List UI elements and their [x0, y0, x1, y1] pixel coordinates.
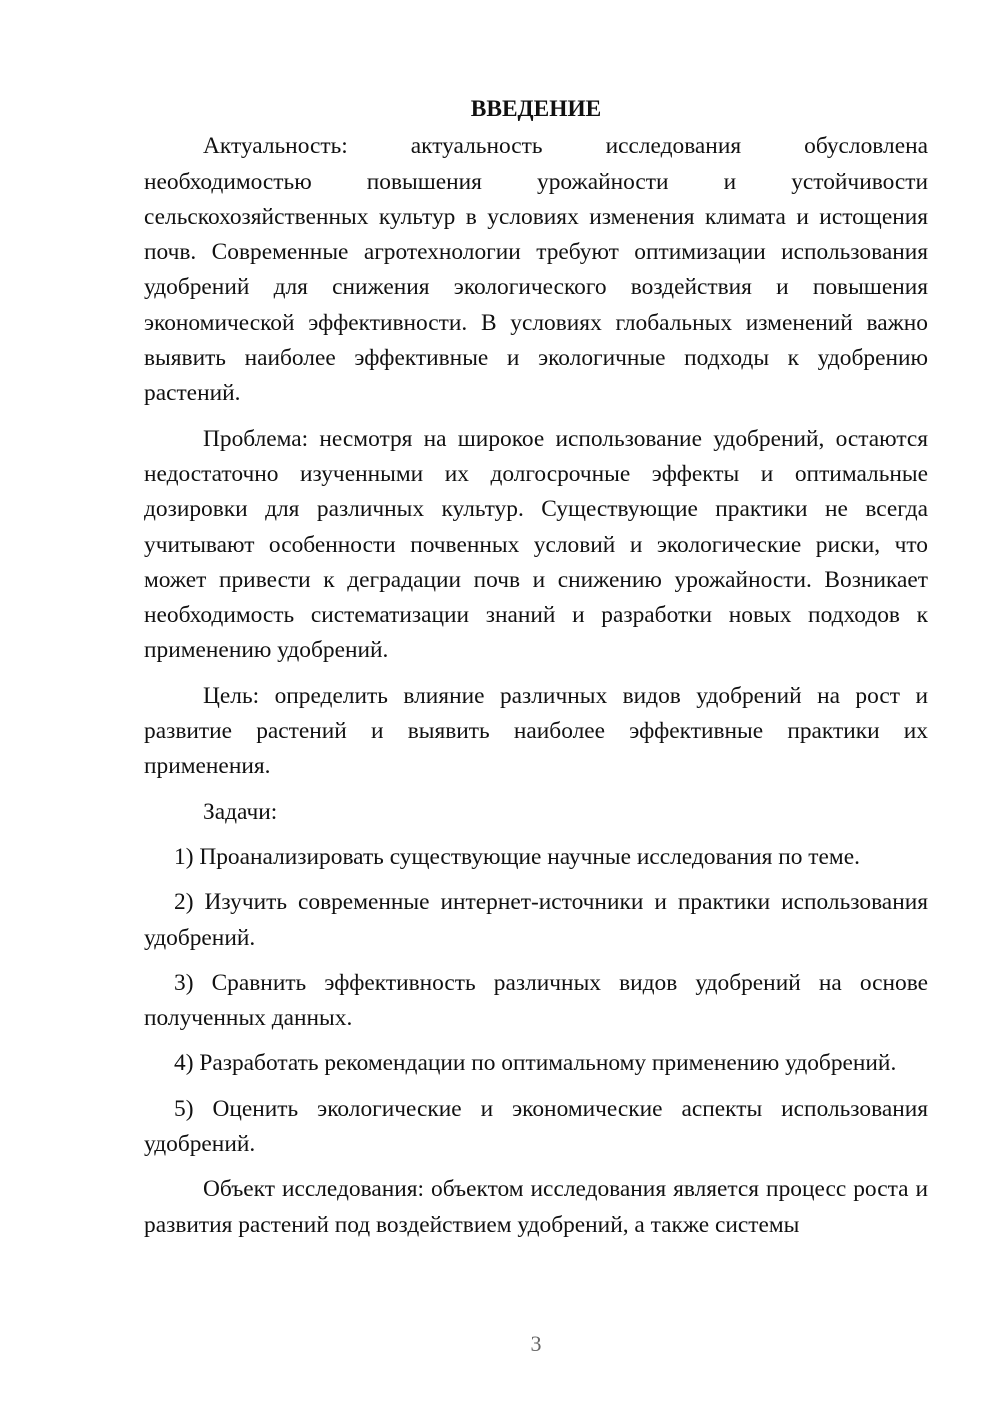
- task-item-3: 3) Сравнить эффективность различных видов удобрений на основе полученных данных.: [144, 969, 928, 1032]
- goal-paragraph: Цель: определить влияние различных видов удобрений на рост и развитие растений и выявить наиболее эффективные практики их применения.: [144, 682, 928, 780]
- relevance-paragraph: Актуальность: актуальность исследования обусловлена необходимостью повышения урожайности и устойчивости сельскохозяйственных культур в условиях изменения климата и истощения почв. Современные агротехнологии требуют оптимизации использования удобрений для снижения экологического воздействия и повышения экономической эффективности. В условиях глобальных изменений важно выявить наиболее эффективные и экологичные подходы к удобрению растений.: [144, 133, 928, 407]
- page-body: [144, 92, 928, 1253]
- task-item-2: 2) Изучить современные интернет-источники и практики использования удобрений.: [144, 889, 928, 951]
- tasks-label: Задачи:: [203, 798, 278, 825]
- tasks-list: [144, 840, 928, 1162]
- problem-paragraph: Проблема: несмотря на широкое использование удобрений, остаются недостаточно изученными их долгосрочные эффекты и оптимальные дозировки для различных культур. Существующие практики не всегда учитывают особенности почвенных условий и экологические риски, что может привести к деградации почв и снижению урожайности. Возникает необходимость систематизации знаний и разработки новых подходов к применению удобрений.: [144, 425, 928, 664]
- object-paragraph: Объект исследования: объектом исследования является процесс роста и развития растений под воздействием удобрений, а также системы: [144, 1176, 928, 1238]
- task-item-4: 4) Разработать рекомендации по оптимальному применению удобрений.: [174, 1050, 897, 1077]
- page-number: 3: [530, 1331, 542, 1356]
- task-item-5: 5) Оценить экологические и экономические аспекты использования удобрений.: [144, 1095, 928, 1158]
- task-item-1: 1) Проанализировать существующие научные исследования по теме.: [174, 843, 860, 870]
- section-heading: ВВЕДЕНИЕ: [470, 96, 602, 122]
